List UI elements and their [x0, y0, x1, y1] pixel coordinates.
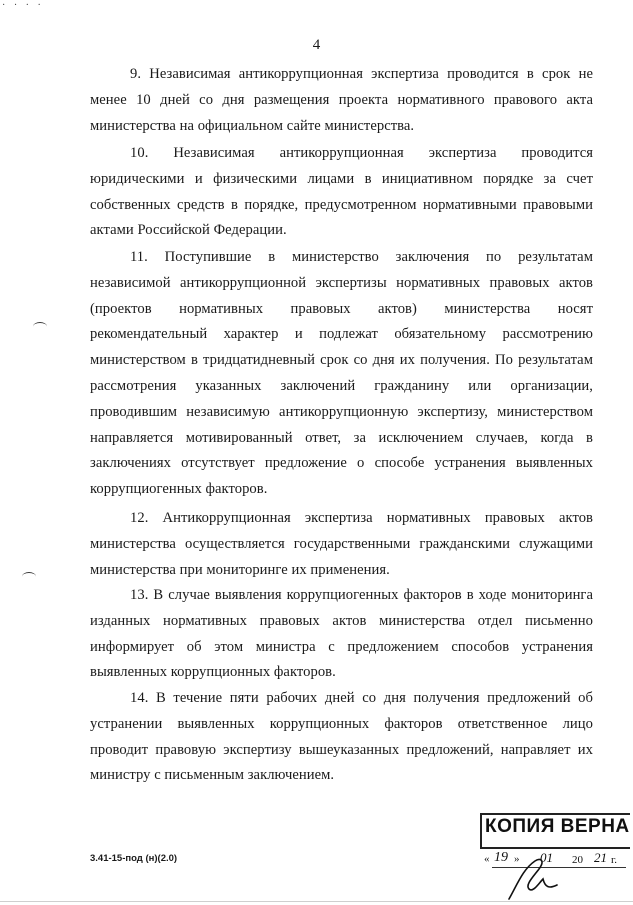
stamp-year-unit: г.: [611, 854, 618, 866]
hole-punch-mark-top: [33, 322, 47, 331]
document-code: 3.41-15-под (н)(2.0): [90, 853, 178, 864]
hole-punch-mark-bottom: [22, 572, 36, 581]
stamp-quote-open: «: [484, 853, 490, 865]
stamp-title: КОПИЯ ВЕРНА: [485, 816, 630, 837]
stamp-month: 01: [540, 850, 553, 865]
paragraph-14: 14. В течение пяти рабочих дней со дня получения предложений об устранении выявленных коррупционных факторов ответственное лицо проводит правовую экспертизу вышеуказанных предложений, направляет их министру с письменным заключением.: [90, 690, 593, 784]
stamp-quote-close: »: [514, 853, 520, 865]
page-number: 4: [312, 37, 321, 53]
scan-dots: · · · ·: [2, 0, 44, 11]
handwritten-signature: [505, 855, 565, 901]
stamp-year-suffix: 21: [594, 850, 607, 865]
page-bottom-edge: [0, 901, 633, 902]
paragraph-10: 10. Независимая антикоррупционная экспертиза проводится юридическими и физическими лицами в инициативном порядке за счет собственных средств в порядке, предусмотренном нормативными правовыми актами Российской Федерации.: [90, 145, 593, 239]
paragraph-9: 9. Независимая антикоррупционная экспертиза проводится в срок не менее 10 дней со дня размещения проекта нормативного правового акта министерства на официальном сайте министерства.: [90, 66, 593, 134]
stamp-year-prefix: 20: [572, 854, 583, 866]
stamp-day: 19: [494, 850, 508, 865]
paragraph-12: 12. Антикоррупционная экспертиза нормативных правовых актов министерства осуществляется государственными гражданскими служащими министерства при мониторинге их применения.: [90, 510, 593, 578]
paragraph-11: 11. Поступившие в министерство заключения по результатам независимой антикоррупционной экспертизы нормативных правовых актов (проектов нормативных правовых актов) министерства носят рекомендательный характер и подлежат обязательному рассмотрению министерством в тридцатидневный срок со дня их получения. По результатам рассмотрения указанных заключений гражданину или организации, проводившим независимую антикоррупционную экспертизу, министерством направляется мотивированный ответ, за исключением случаев, когда в заключениях отсутствует предложение о способе устранения выявленных коррупциогенных факторов.: [90, 249, 593, 498]
paragraph-13: 13. В случае выявления коррупциогенных факторов в ходе мониторинга изданных нормативных правовых актов министерства отдел письменно информирует об этом министра с предложением способов устранения выявленных коррупционных факторов.: [90, 587, 593, 681]
